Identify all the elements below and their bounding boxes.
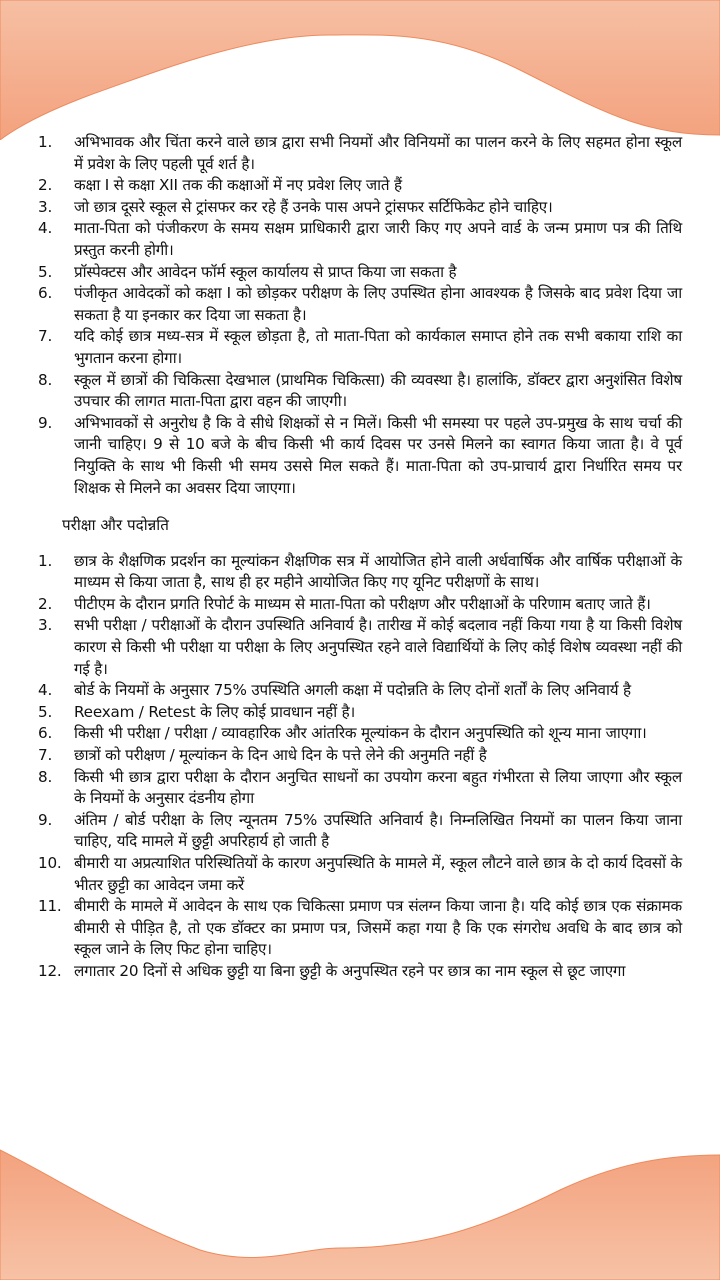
bottom-wave-decoration	[0, 1140, 720, 1280]
list-item	[0, 767, 720, 810]
list-item	[0, 961, 720, 983]
item-number: 2.	[38, 176, 53, 195]
list-item	[0, 680, 720, 702]
item-text: छात्रों को परीक्षण / मूल्यांकन के दिन आधे दिन के पत्ते लेने की अनुमति नहीं है	[74, 746, 487, 765]
list-item	[0, 702, 720, 724]
item-text: लगातार 20 दिनों से अधिक छुट्टी या बिना छुट्टी के अनुपस्थित रहने पर छात्र का नाम स्कूल से छूट जाएगा	[74, 961, 626, 980]
item-number: 7.	[38, 746, 53, 765]
list-item	[0, 413, 720, 499]
item-text: अभिभावकों से अनुरोध है कि वे सीधे शिक्षकों से न मिलें। किसी भी समस्या पर पहले उप-प्रमुख के साथ चर्चा की जानी चाहिए। 9 से 10 बजे के बीच किसी भी कार्य दिवस पर उनसे मिलने का स्वागत किया जाता है। वे पूर्व नियुक्ति के साथ भी किसी भी समय उससे मिल सकते हैं। माता-पिता को उप-प्राचार्य द्वारा निर्धारित समय पर शिक्षक से मिलने का अवसर दिया जाएगा।	[74, 413, 682, 497]
list-item	[0, 896, 720, 961]
item-number: 12.	[38, 961, 62, 980]
list-item	[0, 810, 720, 853]
item-number: 2.	[38, 594, 53, 613]
item-text: अभिभावक और चिंता करने वाले छात्र द्वारा सभी नियमों और विनियमों का पालन करने के लिए सहमत होना स्कूल में प्रवेश के लिए पहली पूर्व शर्त है।	[74, 133, 682, 173]
item-number: 6.	[38, 284, 53, 303]
document-body	[0, 132, 720, 983]
item-text: बीमारी के मामले में आवेदन के साथ एक चिकित्सा प्रमाण पत्र संलग्न किया जाना है। यदि कोई छात्र एक संक्रामक बीमारी से पीड़ित है, तो एक डॉक्टर का प्रमाण पत्र, जिसमें कहा गया है कि एक संगरोध अवधि के बाद छात्र को स्कूल जाने के लिए फिट होना चाहिए।	[74, 897, 682, 959]
item-number: 5.	[38, 262, 53, 281]
section-heading-exams: परीक्षा और पदोन्नति	[62, 516, 169, 535]
list-item	[0, 175, 720, 197]
list-item	[0, 723, 720, 745]
item-text: कक्षा I से कक्षा XII तक की कक्षाओं में नए प्रवेश लिए जाते हैं	[74, 176, 402, 195]
item-number: 7.	[38, 327, 53, 346]
item-text: सभी परीक्षा / परीक्षाओं के दौरान उपस्थिति अनिवार्य है। तारीख में कोई बदलाव नहीं किया गया है या किसी विशेष कारण से किसी भी परीक्षा या परीक्षा के लिए अनुपस्थित रहने वाले विद्यार्थियों के लिए कोई विशेष व्यवस्था नहीं की गई है।	[74, 616, 682, 678]
item-number: 8.	[38, 370, 53, 389]
item-text: जो छात्र दूसरे स्कूल से ट्रांसफर कर रहे हैं उनके पास अपने ट्रांसफर सर्टिफिकेट होने चाहिए।	[74, 197, 553, 216]
list-item	[0, 594, 720, 616]
item-number: 6.	[38, 724, 53, 743]
item-text: Reexam / Retest के लिए कोई प्रावधान नहीं है।	[74, 702, 356, 721]
item-text: यदि कोई छात्र मध्य-सत्र में स्कूल छोड़ता है, तो माता-पिता को कार्यकाल समाप्त होने तक सभी बकाया राशि का भुगतान करना होगा।	[74, 327, 682, 367]
item-text: किसी भी परीक्षा / परीक्षा / व्यावहारिक और आंतरिक मूल्यांकन के दौरान अनुपस्थिति को शून्य माना जाएगा।	[74, 724, 647, 743]
list-item	[0, 326, 720, 369]
item-text: किसी भी छात्र द्वारा परीक्षा के दौरान अनुचित साधनों का उपयोग करना बहुत गंभीरता से लिया जाएगा और स्कूल के नियमों के अनुसार दंडनीय होगा	[74, 767, 682, 808]
list-item	[0, 132, 720, 175]
list-item	[0, 615, 720, 680]
item-text: पंजीकृत आवेदकों को कक्षा I को छोड़कर परीक्षण के लिए उपस्थित होना आवश्यक है जिसके बाद प्रवेश दिया जा सकता है या इनकार कर दिया जा सकता है।	[74, 284, 682, 324]
item-number: 1.	[38, 133, 53, 151]
item-number: 4.	[38, 219, 53, 238]
list-item	[0, 283, 720, 326]
item-text: पीटीएम के दौरान प्रगति रिपोर्ट के माध्यम से माता-पिता को परीक्षण और परीक्षाओं के परिणाम बताए जाते हैं।	[74, 594, 651, 613]
item-text: अंतिम / बोर्ड परीक्षा के लिए न्यूनतम 75% उपस्थिति अनिवार्य है। निम्नलिखित नियमों का पालन किया जाना चाहिए, यदि मामले में छुट्टी अपरिहार्य हो जाती है	[74, 810, 682, 851]
item-text: माता-पिता को पंजीकरण के समय सक्षम प्राधिकारी द्वारा जारी किए गए अपने वार्ड के जन्म प्रमाण पत्र की तिथि प्रस्तुत करनी होगी।	[74, 219, 682, 259]
item-text: प्रॉस्पेक्टस और आवेदन फॉर्म स्कूल कार्यालय से प्राप्त किया जा सकता है	[74, 262, 457, 281]
item-text: बीमारी या अप्रत्याशित परिस्थितियों के कारण अनुपस्थिति के मामले में, स्कूल लौटने वाले छात्र के दो कार्य दिवसों के भीतर छुट्टी का आवेदन जमा करें	[74, 854, 682, 894]
item-number: 10.	[38, 854, 62, 872]
list-item	[0, 262, 720, 284]
item-number: 4.	[38, 681, 53, 700]
item-number: 8.	[38, 767, 53, 786]
list-item	[0, 551, 720, 594]
item-number: 3.	[38, 197, 53, 216]
top-wave-decoration	[0, 0, 720, 140]
item-text: बोर्ड के नियमों के अनुसार 75% उपस्थिति अगली कक्षा में पदोन्नति के लिए दोनों शर्तों के लिए अनिवार्य है	[74, 681, 631, 700]
exam-rules-list	[0, 551, 720, 983]
item-number: 9.	[38, 413, 53, 432]
item-number: 3.	[38, 616, 53, 635]
list-item	[0, 745, 720, 767]
list-item	[0, 218, 720, 261]
list-item	[0, 853, 720, 896]
item-text: छात्र के शैक्षणिक प्रदर्शन का मूल्यांकन शैक्षणिक सत्र में आयोजित होने वाली अर्धवार्षिक और वार्षिक परीक्षाओं के माध्यम से किया जाता है, साथ ही हर महीने आयोजित किए गए यूनिट परीक्षणों के साथ।	[74, 551, 682, 592]
item-number: 5.	[38, 702, 53, 721]
list-item	[0, 370, 720, 413]
admission-rules-list	[0, 132, 720, 499]
item-number: 1.	[38, 551, 53, 570]
item-number: 11.	[38, 897, 62, 916]
item-number: 9.	[38, 810, 53, 829]
list-item	[0, 197, 720, 219]
item-text: स्कूल में छात्रों की चिकित्सा देखभाल (प्राथमिक चिकित्सा) की व्यवस्था है। हालांकि, डॉक्टर द्वारा अनुशंसित विशेष उपचार की लागत माता-पिता द्वारा वहन की जाएगी।	[74, 370, 682, 411]
